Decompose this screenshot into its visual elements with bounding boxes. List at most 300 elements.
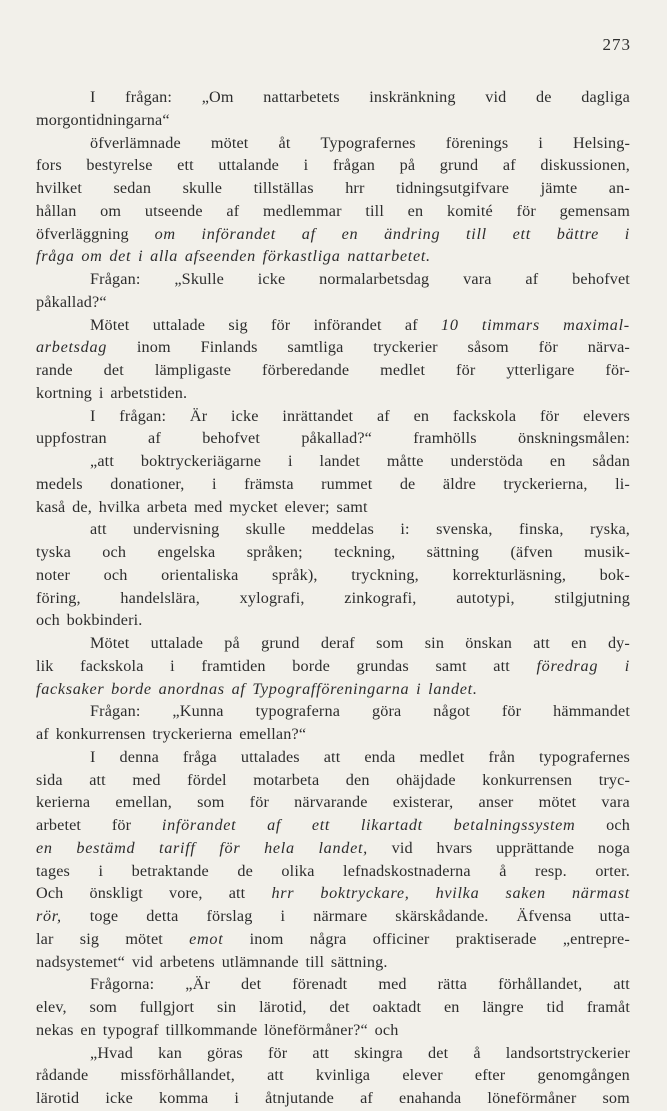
text-line [36, 336, 630, 359]
word: dagliga [581, 88, 630, 106]
text-line [36, 564, 630, 587]
word: praktiserade [455, 929, 537, 948]
word: „Kunna [172, 702, 224, 721]
word: på [224, 634, 240, 652]
word: „Skulle [174, 270, 224, 288]
italic-word: en [341, 224, 359, 243]
word: med [132, 770, 161, 789]
word: noga [597, 838, 630, 857]
word: behofvet [572, 270, 630, 288]
word: Är [189, 406, 208, 425]
word: arbetstiden. [110, 383, 188, 402]
text-line [36, 609, 630, 632]
word: typograferna [255, 702, 341, 721]
word: en [80, 1020, 96, 1039]
word: musik- [584, 543, 630, 561]
word: tages [36, 861, 71, 880]
word: göras [207, 1043, 243, 1062]
word: Frågorna: [90, 975, 155, 994]
text-line [36, 1042, 630, 1065]
word: de [237, 861, 253, 880]
word: sättning. [330, 952, 388, 971]
italic-word: maximal- [563, 315, 630, 334]
word: förenings [445, 133, 509, 152]
italic-word: om [81, 247, 103, 266]
text-line [36, 814, 630, 837]
body-text [36, 86, 630, 1110]
word: hämmandet [553, 702, 630, 721]
word: hrr [345, 179, 365, 197]
word: lik [36, 656, 54, 675]
word: ohäjdade [396, 770, 456, 789]
italic-word: tariff [159, 838, 196, 857]
word: tillkommande [165, 1020, 258, 1039]
word: önskligt [89, 884, 143, 903]
word: arbeta [146, 497, 188, 516]
word: gemensam [559, 201, 630, 220]
text-line [36, 746, 630, 769]
word: påkallad?“ [301, 429, 373, 448]
word: sättning [426, 543, 480, 561]
word: längre [482, 998, 524, 1016]
word: om [100, 201, 122, 220]
word: grund [439, 156, 479, 175]
word: hvars [436, 838, 473, 857]
word: att [493, 656, 510, 675]
word: lefnadskostnaderna [343, 861, 471, 880]
word: an- [608, 179, 630, 197]
word: att [533, 634, 550, 652]
italic-word: boktryckare, [320, 884, 410, 903]
word: kaså [36, 497, 66, 516]
word: frågan: [125, 88, 173, 106]
word: i: [400, 520, 410, 539]
word: meddelas [311, 520, 375, 539]
word: af [36, 725, 49, 743]
word: fullgjort [139, 998, 195, 1016]
word: olika [281, 861, 315, 880]
text-line [36, 268, 630, 291]
text-line [36, 314, 630, 337]
text-line [36, 769, 630, 792]
word: hållan [36, 201, 77, 220]
word: upprättande [496, 838, 575, 857]
word: för [249, 793, 269, 812]
text-line [36, 450, 630, 473]
word: från [488, 747, 516, 766]
word: att [89, 770, 106, 789]
text-line [36, 86, 630, 109]
text-line [36, 427, 630, 450]
word: toge [89, 907, 119, 925]
word: framhölls [413, 429, 477, 448]
word: autotypi, [456, 588, 515, 607]
word: förberedande [262, 361, 350, 379]
italic-word: det [109, 247, 132, 266]
word: elev, [36, 998, 67, 1016]
word: önskan [465, 634, 513, 652]
word: noter [36, 565, 71, 584]
italic-word: införandet [161, 816, 237, 834]
word: som [602, 1089, 630, 1107]
word: oaktadt [372, 998, 422, 1016]
word: framåt [586, 998, 630, 1016]
word: diskussionen, [540, 156, 630, 175]
word: och [102, 543, 127, 561]
word: typograf [102, 1020, 159, 1039]
word: utta- [599, 907, 630, 925]
word: fors [36, 156, 62, 175]
word: af [148, 429, 161, 448]
word: i [234, 1089, 240, 1107]
word: det [329, 998, 350, 1016]
word: I [90, 406, 96, 425]
word: svenska, [436, 520, 493, 539]
word: Typografernes [320, 133, 416, 152]
word: öfverläggning [36, 224, 129, 243]
word: uttalade [150, 634, 204, 652]
word: elever; [284, 497, 330, 516]
word: finska, [518, 520, 564, 539]
word: måtte [386, 452, 424, 470]
word: medlet [380, 361, 426, 379]
word: som [376, 634, 404, 652]
word: ryska, [589, 520, 630, 539]
italic-word: alla [150, 247, 179, 266]
word: vid [391, 838, 413, 857]
word: nadsystemet“ [36, 952, 126, 971]
word: normalarbetsdag [319, 270, 430, 288]
text-line [36, 223, 630, 246]
word: skulle [182, 179, 223, 197]
word: de [536, 88, 552, 106]
italic-word: borde [111, 679, 152, 698]
word: understöda [450, 452, 523, 470]
italic-word: emot [189, 929, 224, 948]
word: språken; [246, 543, 303, 561]
text-line [36, 860, 630, 883]
word: de [399, 474, 416, 493]
word: vid [131, 952, 153, 971]
word: Helsing- [573, 133, 630, 152]
word: bokbinderi. [66, 611, 143, 630]
word: samt [435, 656, 467, 675]
word: tryckerier [373, 338, 438, 357]
word: sedan [113, 179, 152, 197]
word: närvarande [294, 793, 368, 812]
word: främsta [244, 474, 294, 493]
word: för [538, 338, 558, 357]
word: i [280, 907, 286, 925]
word: löneförmåner [487, 1089, 577, 1107]
italic-word: rör, [36, 907, 62, 925]
word: i [211, 474, 217, 493]
word: teckning, [334, 543, 396, 561]
word: konkurrensen [55, 725, 146, 743]
text-line [36, 1064, 630, 1087]
word: rätta [437, 975, 468, 994]
word: fråga [182, 747, 217, 766]
word: för [501, 702, 522, 721]
italic-word: föredrag [536, 656, 599, 675]
word: å [499, 861, 507, 880]
word: samt [336, 497, 368, 516]
word: frågan [332, 156, 376, 175]
text-line [36, 473, 630, 496]
word: icke [105, 1089, 133, 1107]
word: att [90, 520, 107, 539]
word: att [613, 975, 630, 994]
text-line [36, 518, 630, 541]
text-line [36, 837, 630, 860]
text-line [36, 154, 630, 177]
word: xylografi, [239, 588, 305, 607]
word: I [90, 747, 96, 766]
italic-word: hela [264, 838, 295, 857]
word: af [360, 1089, 373, 1107]
text-line [36, 973, 630, 996]
word: korrekturläsning, [452, 565, 567, 584]
word: för- [605, 361, 630, 379]
italic-word: af [231, 679, 246, 698]
word: den [345, 770, 370, 789]
word: fackskola [80, 656, 144, 675]
word: stilgjutning [554, 588, 630, 607]
word: göra [371, 702, 402, 721]
word: tillställas [253, 179, 314, 197]
word: för [271, 315, 291, 334]
word: en [407, 201, 424, 220]
word: vara [601, 793, 630, 812]
word: uttalade [152, 315, 206, 334]
text-line [36, 132, 630, 155]
word: mötet [125, 929, 163, 948]
word: officiner [372, 929, 430, 948]
word: i [170, 656, 175, 675]
word: vara [463, 270, 492, 288]
italic-word: saken [505, 884, 546, 903]
word: skulle [245, 520, 286, 539]
word: landsortstryckerier [505, 1043, 630, 1062]
text-line [36, 1087, 630, 1110]
word: handelslära, [120, 588, 200, 607]
italic-word: af [301, 224, 316, 243]
italic-word: timmars [481, 315, 540, 334]
italic-word: förkastliga [262, 247, 341, 266]
word: på [399, 156, 416, 175]
word: tryckerierna, [503, 474, 588, 493]
word: komma [159, 1089, 209, 1107]
word: vore, [169, 884, 203, 903]
italic-word: nattarbetet. [347, 247, 431, 266]
word: för [540, 406, 560, 425]
word: kan [158, 1043, 182, 1062]
word: lar [36, 929, 54, 948]
text-line [36, 359, 630, 382]
word: genomgången [537, 1066, 630, 1085]
word: i [98, 383, 104, 402]
word: såsom [467, 338, 509, 357]
word: förhållandet, [498, 975, 583, 994]
word: löneförmåner?“ [264, 1020, 368, 1039]
text-line [36, 109, 630, 132]
word: och [606, 816, 630, 834]
text-line [36, 882, 630, 905]
word: I [90, 88, 96, 106]
italic-word: bestämd [76, 838, 136, 857]
word: i [538, 133, 543, 152]
word: sig [79, 929, 100, 948]
italic-word: om [154, 224, 176, 243]
italic-word: ändring [384, 224, 441, 243]
word: hvilka [98, 497, 141, 516]
word: som [197, 793, 225, 812]
word: åtnjutande [265, 1089, 335, 1107]
word: bok- [599, 565, 630, 584]
word: inrättandet [282, 406, 354, 425]
word: medlet [419, 747, 465, 766]
italic-word: i [416, 679, 422, 698]
word: närva- [587, 338, 630, 357]
italic-word: arbetsdag [36, 338, 108, 357]
italic-word: 10 [441, 315, 459, 334]
word: och [103, 565, 128, 584]
word: resp. [535, 861, 567, 880]
word: att [228, 884, 246, 903]
word: åt [278, 133, 291, 152]
word: det [427, 1043, 449, 1062]
word: införandet [313, 315, 382, 334]
word: enahanda [399, 1089, 462, 1107]
word: grundas [356, 656, 409, 675]
italic-word: likartadt [360, 816, 423, 834]
italic-word: hvilka [435, 884, 480, 903]
word: betraktande [131, 861, 209, 880]
text-line [36, 791, 630, 814]
word: af [226, 201, 240, 220]
italic-word: landet, [318, 838, 368, 857]
text-line [36, 632, 630, 655]
word: något [433, 702, 470, 721]
word: „Om [201, 88, 234, 106]
word: konkurrensen [482, 770, 573, 789]
word: „att [90, 452, 114, 470]
word: förslag [206, 907, 253, 925]
word: en [413, 406, 430, 425]
word: sin [424, 634, 445, 652]
word: nattarbetets [263, 88, 340, 106]
text-line [36, 678, 630, 701]
word: Mötet [90, 634, 130, 652]
word: fördel [187, 770, 227, 789]
word: lärotid, [259, 998, 307, 1016]
word: boktryckeriägarne [140, 452, 262, 470]
word: efter [474, 1066, 506, 1085]
word: orter. [595, 861, 630, 880]
word: enda [364, 747, 396, 766]
word: Mötet [90, 315, 130, 334]
word: rådande [36, 1066, 89, 1085]
word: för [516, 201, 536, 220]
word: nekas [36, 1020, 74, 1039]
word: undervisning [133, 520, 220, 539]
word: rande [36, 361, 73, 379]
word: tryckerierna [152, 725, 233, 743]
word: bestyrelse [86, 156, 153, 175]
word: Och [36, 884, 64, 903]
word: ett [177, 156, 194, 175]
word: för [111, 816, 132, 834]
text-line [36, 1019, 630, 1042]
italic-word: närmast [571, 884, 630, 903]
text-line [36, 541, 630, 564]
word: uttalande [218, 156, 280, 175]
word: de, [72, 497, 92, 516]
word: elevers [583, 406, 630, 425]
word: existerar, [392, 793, 454, 812]
word: inskränkning [369, 88, 456, 106]
word: ytterligare [506, 361, 575, 379]
word: hvilket [36, 179, 83, 197]
text-line [36, 245, 630, 268]
word: i [98, 861, 104, 880]
word: icke [231, 406, 259, 425]
text-line [36, 655, 630, 678]
word: typografernes [539, 747, 630, 766]
word: i [303, 156, 309, 175]
word: sig [228, 315, 248, 334]
word: önskningsmålen: [517, 429, 630, 448]
word: uttalades [240, 747, 300, 766]
word: föring, [36, 588, 81, 607]
italic-word: afseenden [184, 247, 256, 266]
text-line [36, 996, 630, 1019]
word: dy- [607, 634, 630, 652]
word: detta [146, 907, 179, 925]
italic-word: Typografföreningarna [252, 679, 410, 698]
word: deraf [320, 634, 355, 652]
italic-word: ett [512, 224, 531, 243]
word: li- [615, 474, 630, 493]
word: tid [546, 998, 565, 1016]
italic-word: anordnas [158, 679, 225, 698]
word: att [323, 747, 341, 766]
italic-word: landet. [428, 679, 478, 698]
word: Finlands [200, 338, 258, 357]
word: det [240, 975, 262, 994]
word: morgontidningarna“ [36, 110, 170, 129]
word: samtliga [287, 338, 344, 357]
italic-word: fråga [36, 247, 75, 266]
word: utseende [144, 201, 203, 220]
word: skingra [354, 1043, 403, 1062]
word: Frågan: [90, 702, 141, 721]
word: en [571, 634, 587, 652]
text-line [36, 177, 630, 200]
word: af [404, 315, 418, 334]
text-line [36, 951, 630, 974]
word: med [378, 975, 407, 994]
word: en [549, 452, 566, 470]
word: i [288, 452, 293, 470]
word: zinkografi, [344, 588, 417, 607]
italic-word: af [267, 816, 282, 834]
word: medlemmar [263, 201, 342, 220]
word: grund [261, 634, 300, 652]
word: kvinliga [315, 1066, 371, 1085]
text-line [36, 200, 630, 223]
word: elever [402, 1066, 443, 1085]
